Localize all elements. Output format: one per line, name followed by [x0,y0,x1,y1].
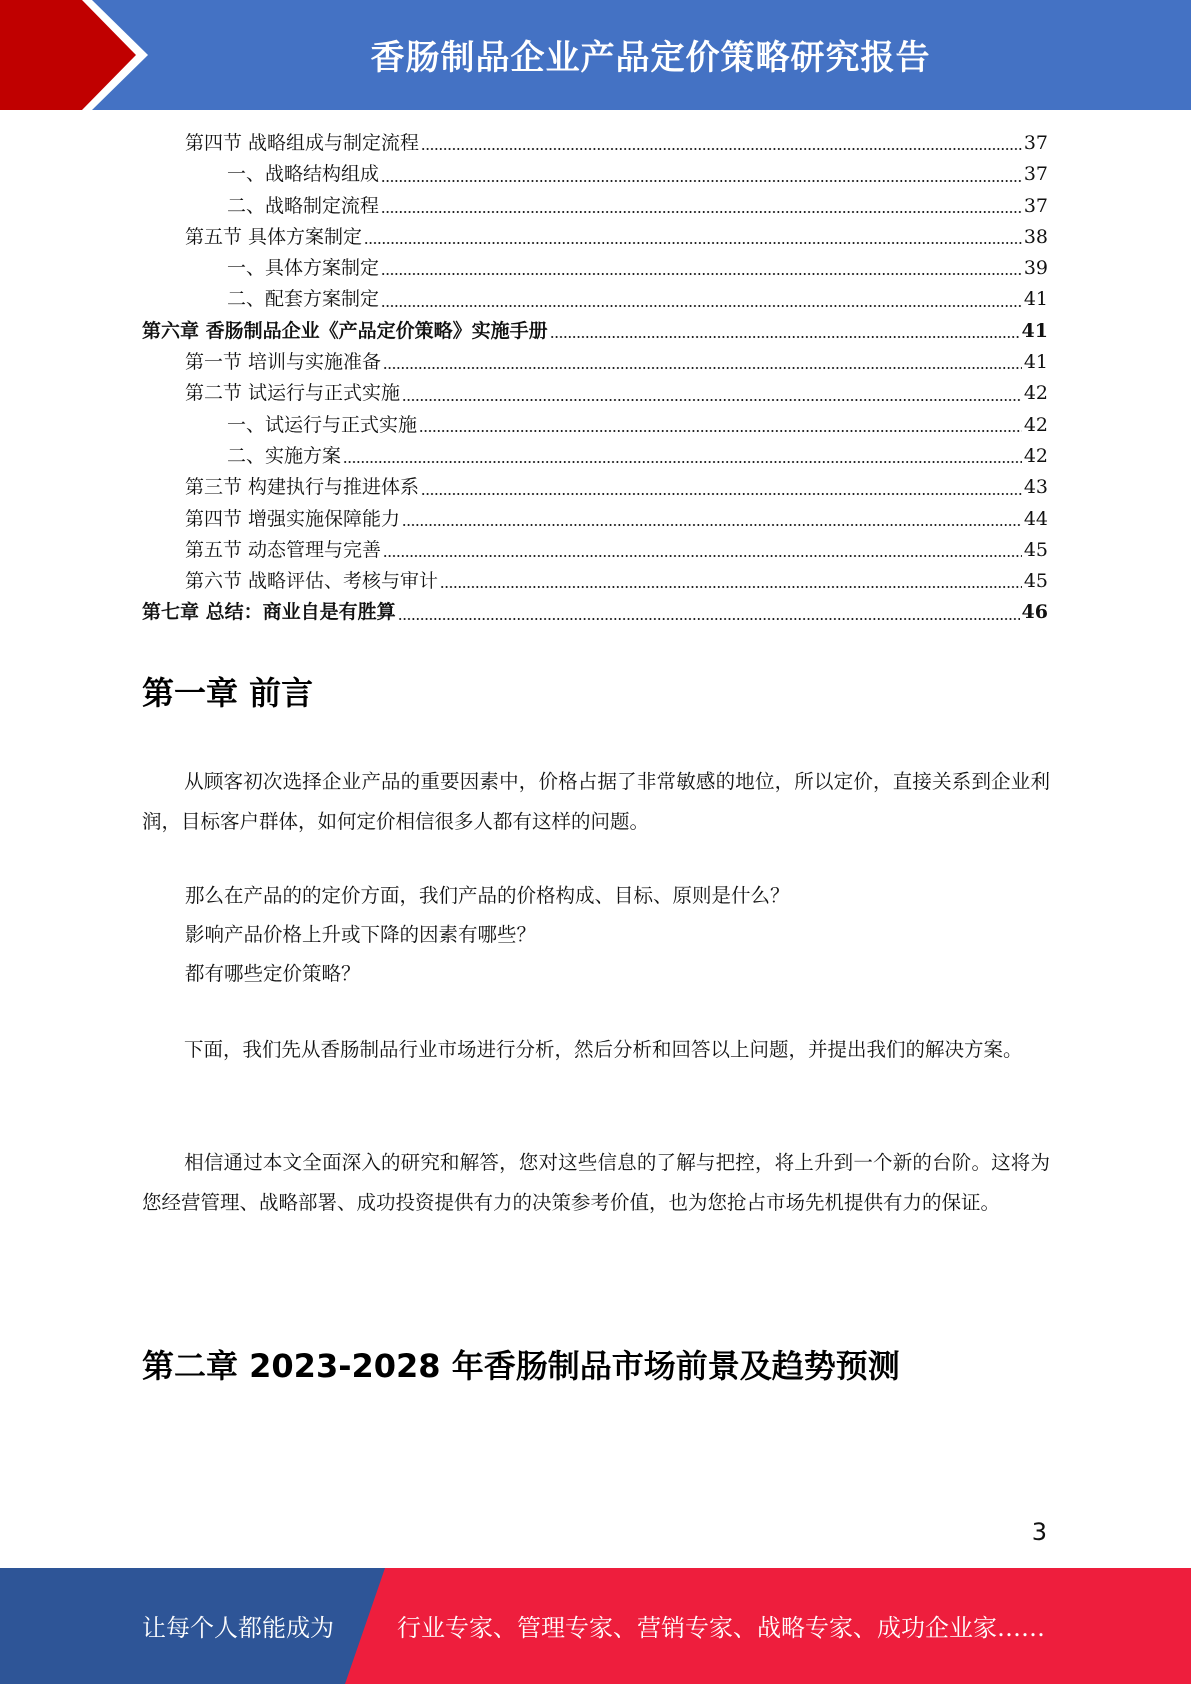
toc-entry-title: 一、具体方案制定 [227,257,380,280]
toc-entry[interactable] [142,441,1048,472]
question-line: 那么在产品的的定价方面，我们产品的价格构成、目标、原则是什么？ [185,884,790,907]
toc-entry-page: 42 [1023,382,1048,405]
toc-entry[interactable] [142,159,1048,190]
toc-entry-page: 42 [1023,444,1048,467]
toc-entry-page: 39 [1023,257,1048,280]
toc-dot-leader [402,523,1022,527]
toc-dot-leader [383,366,1022,370]
toc-entry[interactable] [142,284,1048,315]
footer-slogan-right: 行业专家、管理专家、营销专家、战略专家、成功企业家…… [397,1614,1045,1642]
toc-entry[interactable] [142,472,1048,503]
toc-dot-leader [381,179,1022,183]
toc-entry-title: 第五节 动态管理与完善 [185,538,382,561]
toc-entry[interactable] [142,222,1048,253]
toc-entry-title: 一、战略结构组成 [227,163,380,186]
toc-entry-title: 二、实施方案 [227,444,342,467]
toc-entry-title: 第七章 总结：商业自是有胜算 [142,601,396,624]
toc-entry-page: 41 [1023,351,1048,374]
toc-entry[interactable] [142,410,1048,441]
toc-entry-title: 第四节 战略组成与制定流程 [185,132,420,154]
table-of-contents [142,128,1048,629]
toc-entry-page: 38 [1023,225,1048,248]
footer-slogan-left: 让每个人都能成为 [142,1614,334,1642]
toc-entry[interactable] [142,253,1048,284]
toc-entry-page: 45 [1023,538,1048,561]
footer-banner [0,1568,1191,1684]
toc-entry-page: 41 [1021,319,1048,342]
header-banner [0,0,1191,110]
toc-entry-page: 37 [1023,132,1048,154]
chapter-heading: 第一章 前言 [142,674,314,712]
toc-entry[interactable] [142,316,1048,347]
toc-dot-leader [419,429,1022,433]
toc-entry-title: 二、战略制定流程 [227,194,380,217]
toc-entry[interactable] [142,535,1048,566]
toc-dot-leader [421,147,1022,151]
toc-entry[interactable] [142,597,1048,628]
toc-entry-title: 第一节 培训与实施准备 [185,351,382,374]
toc-entry-title: 第三节 构建执行与推进体系 [185,476,420,499]
chapter-heading: 第二章 2023-2028 年香肠制品市场前景及趋势预测 [142,1347,900,1385]
toc-entry[interactable] [142,504,1048,535]
toc-entry-title: 第五节 具体方案制定 [185,225,363,248]
toc-dot-leader [364,241,1022,245]
toc-entry-title: 第四节 增强实施保障能力 [185,507,401,530]
toc-entry-title: 第六章 香肠制品企业《产品定价策略》实施手册 [142,319,548,342]
toc-dot-leader [440,585,1022,589]
question-line: 都有哪些定价策略？ [185,962,361,985]
toc-entry-title: 第六节 战略评估、考核与审计 [185,570,439,593]
toc-entry[interactable] [142,566,1048,597]
toc-entry-title: 一、试运行与正式实施 [227,413,418,436]
toc-entry[interactable] [142,378,1048,409]
toc-entry-page: 45 [1023,570,1048,593]
toc-dot-leader [398,617,1020,621]
toc-entry[interactable] [142,191,1048,222]
toc-entry-page: 46 [1021,601,1048,624]
toc-entry-page: 37 [1023,163,1048,186]
toc-entry-title: 第二节 试运行与正式实施 [185,382,401,405]
paragraph: 从顾客初次选择企业产品的重要因素中，价格占据了非常敏感的地位，所以定价，直接关系到企业利润，目标客户群体，如何定价相信很多人都有这样的问题。 [142,770,1050,833]
toc-entry-page: 37 [1023,194,1048,217]
report-title: 香肠制品企业产品定价策略研究报告 [370,38,931,78]
toc-dot-leader [402,398,1022,402]
toc-dot-leader [421,492,1022,496]
toc-dot-leader [383,554,1022,558]
toc-entry[interactable] [142,347,1048,378]
paragraph: 相信通过本文全面深入的研究和解答，您对这些信息的了解与把控，将上升到一个新的台阶。这将为您经营管理、战略部署、成功投资提供有力的决策参考价值，也为您抢占市场先机提供有力的保证。 [142,1151,1050,1214]
toc-entry[interactable] [142,128,1048,159]
toc-dot-leader [550,335,1020,339]
toc-entry-page: 43 [1023,476,1048,499]
toc-entry-page: 44 [1023,507,1048,530]
paragraph: 下面，我们先从香肠制品行业市场进行分析，然后分析和回答以上问题，并提出我们的解决方案。 [184,1038,1023,1061]
page-number: 3 [1031,1518,1047,1546]
toc-dot-leader [343,460,1022,464]
toc-entry-page: 41 [1023,288,1048,311]
toc-dot-leader [381,304,1022,308]
toc-entry-page: 42 [1023,413,1048,436]
toc-dot-leader [381,210,1022,214]
toc-entry-title: 二、配套方案制定 [227,288,380,311]
toc-dot-leader [381,272,1022,276]
question-line: 影响产品价格上升或下降的因素有哪些？ [185,923,537,946]
